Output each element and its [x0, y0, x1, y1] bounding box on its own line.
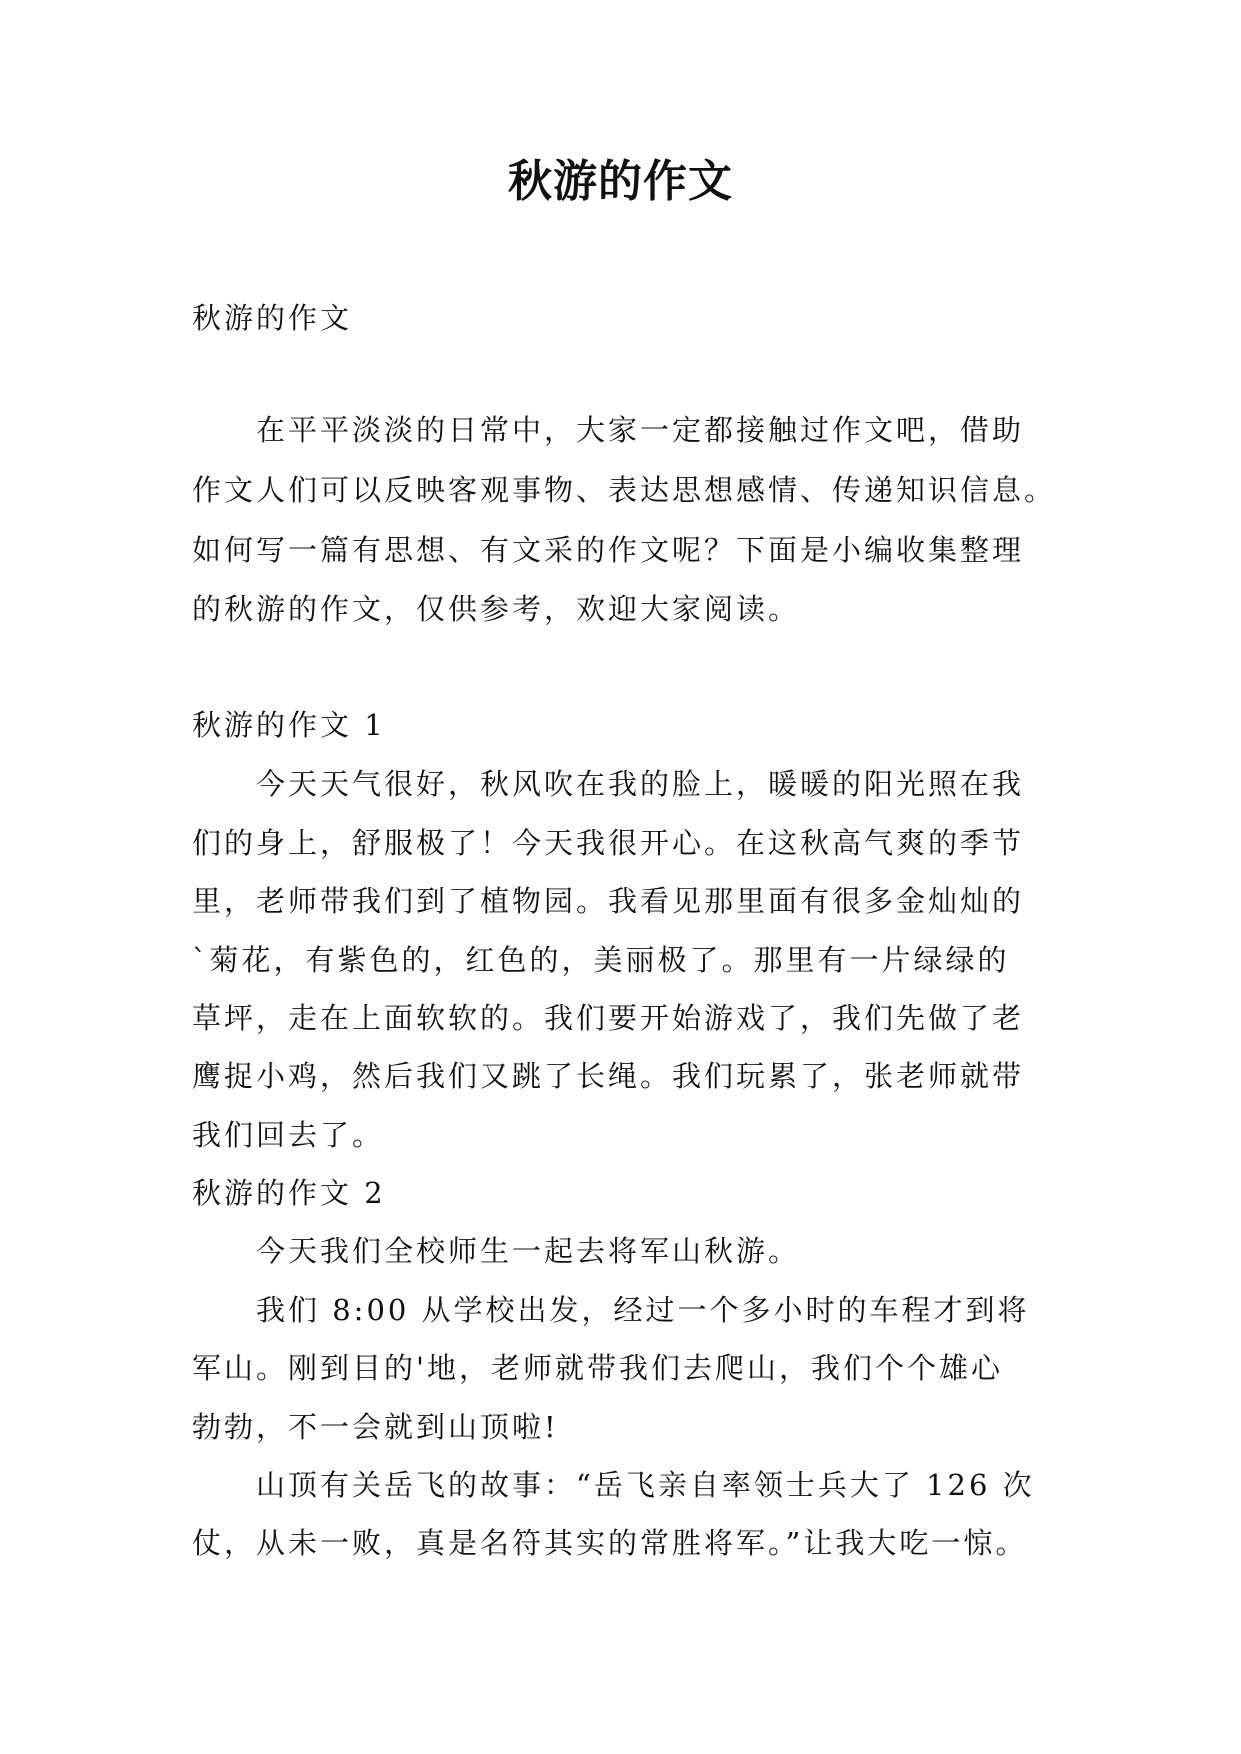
essay1-line: 鹰捉小鸡，然后我们又跳了长绳。我们玩累了，张老师就带	[192, 1059, 1025, 1093]
document-title: 秋游的作文	[508, 156, 733, 207]
essay1-line: 我们回去了。	[192, 1118, 385, 1152]
document-subtitle: 秋游的作文	[192, 301, 353, 335]
essay1-line: 草坪，走在上面软软的。我们要开始游戏了，我们先做了老	[192, 1001, 1025, 1035]
essay1-heading: 秋游的作文 1	[192, 708, 386, 742]
essay2-line: 军山。刚到目的'地，老师就带我们去爬山，我们个个雄心	[192, 1351, 1003, 1385]
essay1-line: 里，老师带我们到了植物园。我看见那里面有很多金灿灿的	[192, 884, 1025, 918]
intro-line: 的秋游的作文，仅供参考，欢迎大家阅读。	[192, 592, 801, 626]
essay1-line: `菊花，有紫色的，红色的，美丽极了。那里有一片绿绿的	[192, 943, 1010, 977]
essay1-line: 今天天气很好，秋风吹在我的脸上，暖暖的阳光照在我	[256, 767, 1025, 801]
intro-line: 如何写一篇有思想、有文采的作文呢？下面是小编收集整理	[192, 533, 1025, 567]
essay2-line: 勃勃，不一会就到山顶啦!	[192, 1410, 559, 1444]
essay2-line: 我们 8:00 从学校出发，经过一个多小时的车程才到将	[256, 1293, 1030, 1327]
essay2-line: 山顶有关岳飞的故事：“岳飞亲自率领士兵大了 126 次	[256, 1468, 1035, 1502]
essay2-heading: 秋游的作文 2	[192, 1176, 386, 1210]
essay1-line: 们的身上，舒服极了！今天我很开心。在这秋高气爽的季节	[192, 826, 1025, 860]
intro-line: 在平平淡淡的日常中，大家一定都接触过作文吧，借助	[256, 413, 1025, 447]
essay2-paragraph: 今天我们全校师生一起去将军山秋游。	[256, 1234, 801, 1268]
intro-line: 作文人们可以反映客观事物、表达思想感情、传递知识信息。	[192, 473, 1057, 507]
essay2-line: 仗，从未一败，真是名符其实的常胜将军。”让我大吃一惊。	[192, 1526, 1028, 1560]
